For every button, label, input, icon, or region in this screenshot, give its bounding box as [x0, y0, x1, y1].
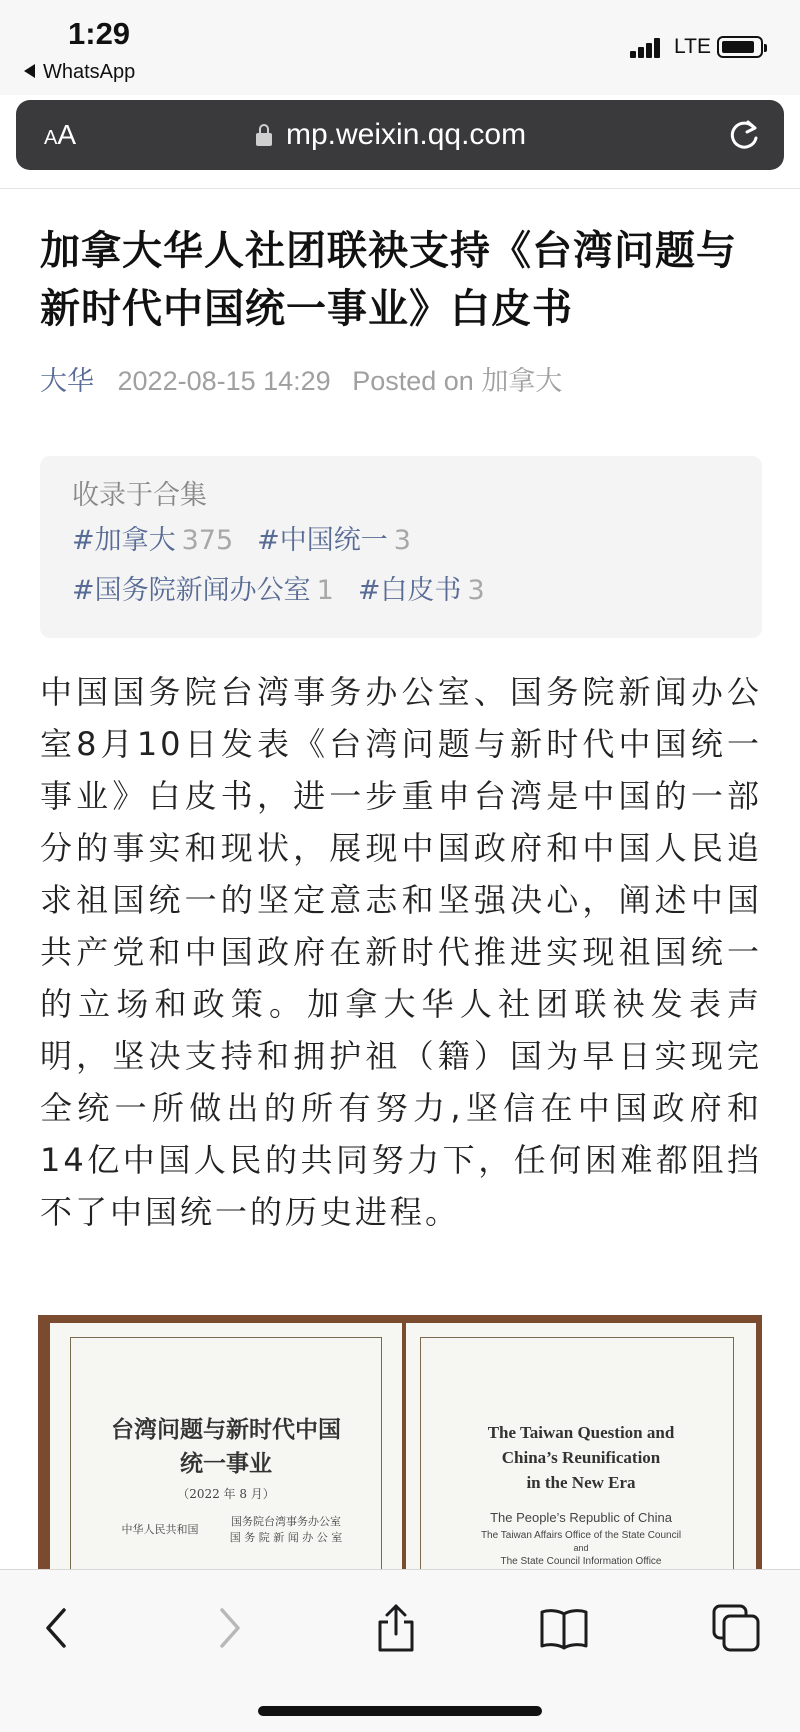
- back-icon[interactable]: [30, 1600, 86, 1656]
- text-size-small-label: A: [44, 127, 58, 149]
- signal-strength-icon: [630, 36, 668, 58]
- article: [40, 222, 762, 1238]
- back-to-app-link[interactable]: [24, 61, 135, 84]
- collection-label: 收录于合集: [72, 480, 207, 511]
- tag-name: #中国统一: [257, 525, 388, 556]
- en-line-3: The State Council Information Office: [500, 1556, 662, 1567]
- collection-tag[interactable]: [358, 566, 485, 616]
- article-author[interactable]: 大华: [40, 366, 94, 396]
- header-divider: [0, 188, 800, 189]
- tag-count: 3: [393, 525, 411, 556]
- en-line-1: The Taiwan Affairs Office of the State Council: [480, 1530, 682, 1541]
- tag-count: 1: [316, 575, 334, 606]
- tag-name: #国务院新闻办公室: [72, 575, 311, 606]
- cn-issuer-right-2: 国 务 院 新 闻 办 公 室: [229, 1531, 343, 1544]
- collection-tag[interactable]: [72, 566, 334, 616]
- en-title-line-3: in the New Era: [526, 1473, 636, 1492]
- lock-icon: [256, 124, 272, 148]
- tag-name: #白皮书: [357, 575, 462, 606]
- cn-issuer-right-1: 国务院台湾事务办公室: [231, 1515, 341, 1528]
- collection-tags-row-1: [72, 516, 730, 566]
- back-app-label: WhatsApp: [43, 61, 136, 83]
- article-location: Posted on 加拿大: [352, 366, 563, 396]
- text-size-button[interactable]: [44, 119, 76, 151]
- url-domain[interactable]: mp.weixin.qq.com: [286, 118, 527, 151]
- en-line-2: and: [573, 1543, 589, 1553]
- article-datetime: 2022-08-15 14:29: [117, 366, 331, 396]
- forward-icon[interactable]: [200, 1600, 256, 1656]
- collection-tags-row-2: [72, 566, 730, 616]
- status-time: 1:29: [68, 16, 131, 51]
- tabs-icon[interactable]: [708, 1600, 764, 1656]
- battery-icon: [717, 36, 763, 58]
- cn-title-line-1: 台湾问题与新时代中国: [111, 1416, 341, 1443]
- share-icon[interactable]: [368, 1600, 424, 1656]
- reload-icon[interactable]: [724, 116, 764, 156]
- article-title: 加拿大华人社团联袂支持《台湾问题与新时代中国统一事业》白皮书: [40, 228, 737, 332]
- back-triangle-icon: [24, 64, 35, 78]
- tag-count: 375: [181, 525, 234, 556]
- article-body: 中国国务院台湾事务办公室、国务院新闻办公室8月10日发表《台湾问题与新时代中国统一事业》白皮书，进一步重申台湾是中国的一部分的事实和现状，展现中国政府和中国人民追求祖国统一的坚定意志和坚强决心，阐述中国共产党和中国政府在新时代推进实现祖国统一的立场和政策。加拿大华人社团联袂发表声明，坚决支持和拥护祖（籍）国为早日实现完全统一所做出的所有努力,坚信在中国政府和14亿中国人民的共同努力下，任何困难都阻挡不了中国统一的历史进程。: [40, 673, 762, 1231]
- collection-tag[interactable]: [72, 516, 233, 566]
- collection-tag[interactable]: [257, 516, 411, 566]
- en-title-line-1: The Taiwan Question and: [487, 1423, 675, 1442]
- tag-count: 3: [467, 575, 485, 606]
- bookmarks-icon[interactable]: [536, 1600, 592, 1656]
- status-bar: [0, 0, 800, 95]
- tag-name: #加拿大: [72, 525, 176, 556]
- network-type: LTE: [674, 35, 711, 58]
- text-size-big-label: A: [57, 119, 77, 150]
- cn-title-line-2: 统一事业: [180, 1450, 272, 1477]
- en-title-line-2: China’s Reunification: [501, 1448, 661, 1467]
- cn-issuer-left: 中华人民共和国: [121, 1523, 199, 1536]
- en-subtitle: The People’s Republic of China: [490, 1510, 672, 1525]
- collection-box: [40, 456, 762, 638]
- home-indicator[interactable]: [258, 1706, 542, 1716]
- article-meta: [40, 364, 762, 398]
- url-bar[interactable]: [16, 100, 784, 170]
- cn-date: （2022 年 8 月）: [177, 1487, 275, 1501]
